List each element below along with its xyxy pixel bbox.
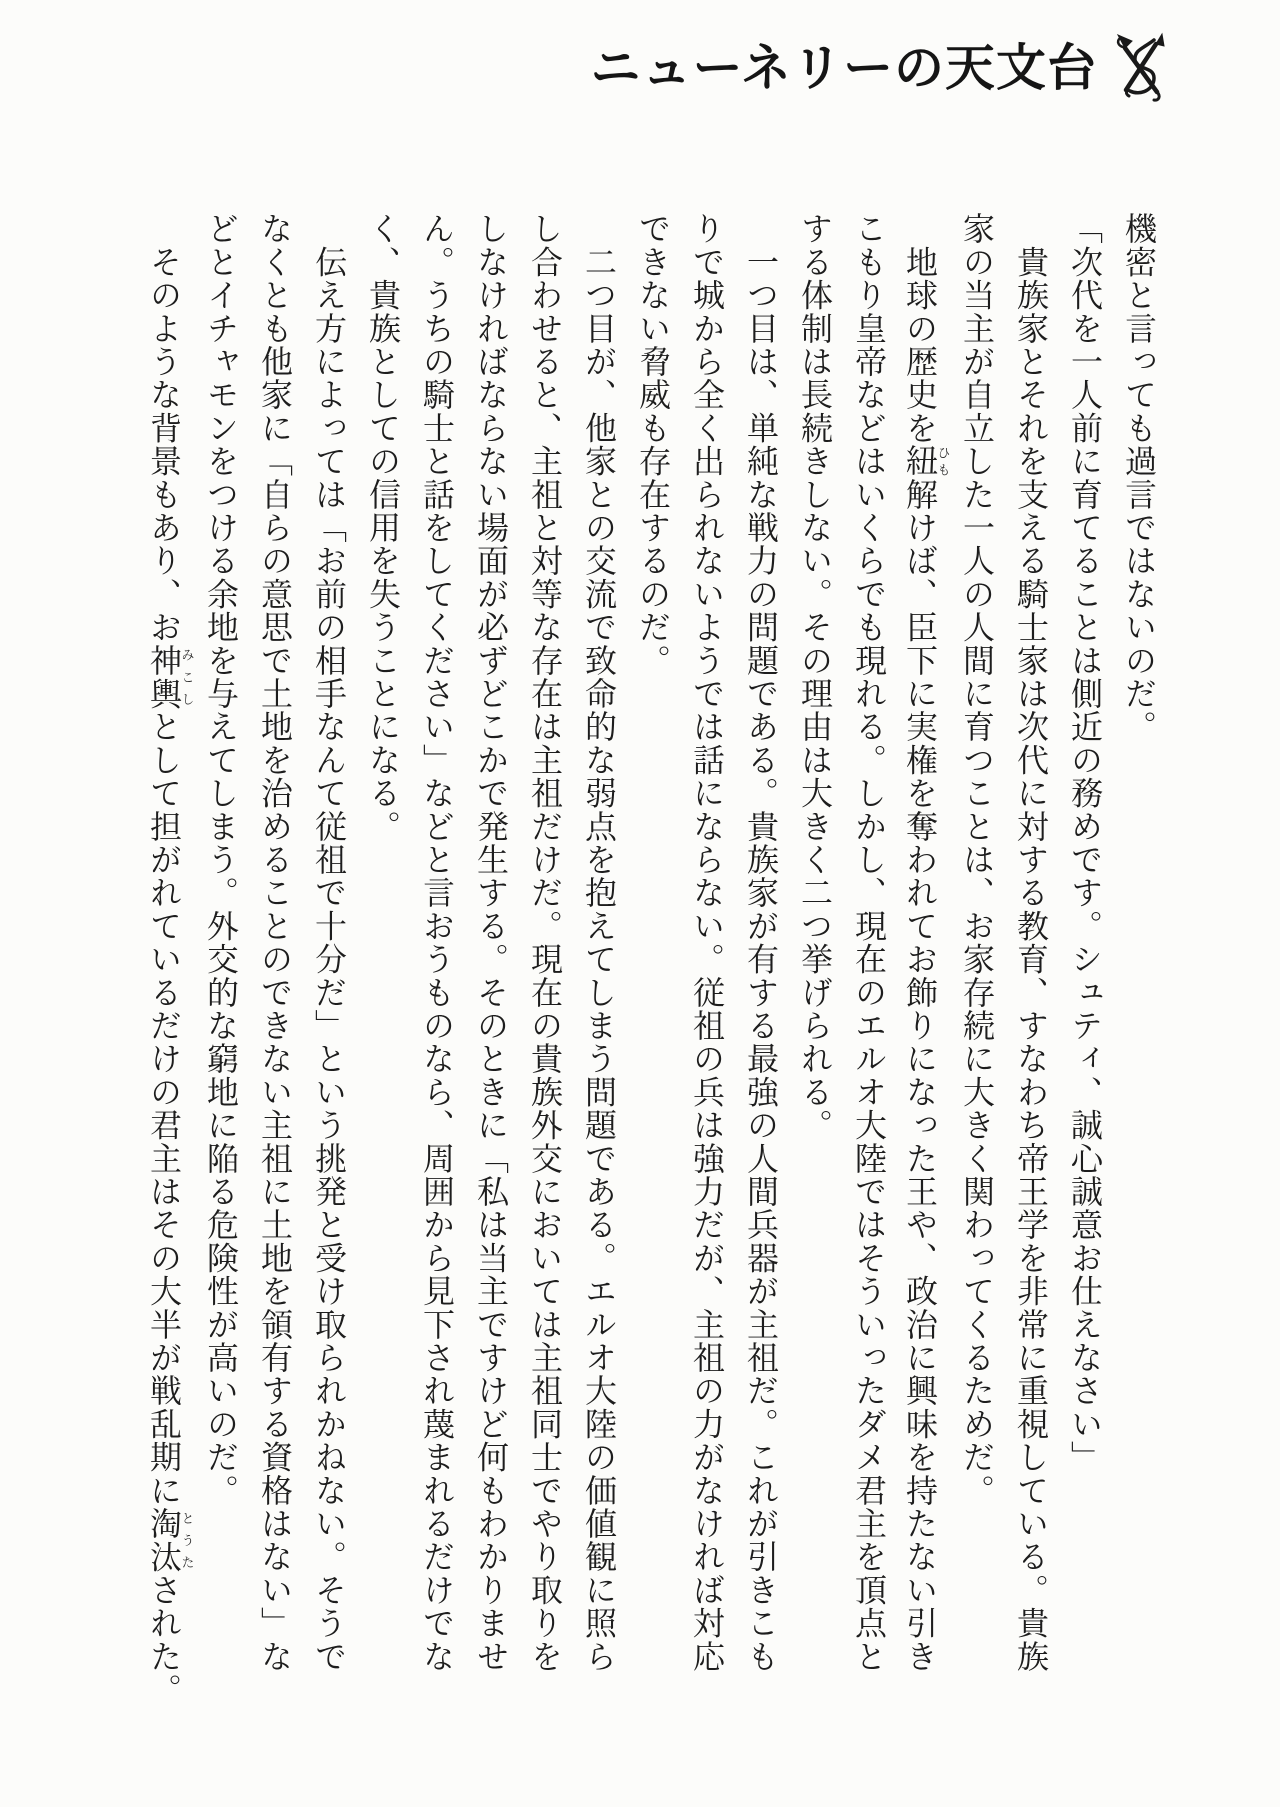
text-column: し合わせると、主祖と対等な存在は主祖だけだ。現在の貴族外交においては主祖同士でやり取りを (527, 212, 563, 1673)
crossed-spear-snake-crest-icon (1110, 28, 1170, 108)
text-column: 地球の歴史を紐ひも解けば、臣下に実権を奪われてお飾りになった王や、政治に興味を持たない引き (902, 212, 951, 1673)
text-column: 伝え方によっては「お前の相手なんて従祖で十分だ」という挑発と受け取られかねない。そうで (311, 212, 347, 1673)
page-text (140, 212, 1166, 1707)
chapter-header (591, 28, 1171, 108)
text-column: そのような背景もあり、お神輿みこしとして担がれているだけの君主はその大半が戦乱期に淘汰とうたされた。 (146, 212, 195, 1707)
text-column: 二つ目が、他家との交流で致命的な弱点を抱えてしまう問題である。エルオ大陸の価値観に照ら (581, 212, 617, 1673)
text-column: なくとも他家に「自らの意思で土地を治めることのできない主祖に土地を領有する資格はない」な (257, 212, 293, 1673)
text-column: する体制は長続きしない。その理由は大きく二つ挙げられる。 (797, 212, 833, 1142)
text-column: どとイチャモンをつける余地を与えてしまう。外交的な窮地に陥る危険性が高いのだ。 (203, 212, 239, 1507)
text-column: りで城から全く出られないようでは話にならない。従祖の兵は強力だが、主祖の力がなければ対応 (689, 212, 725, 1673)
text-column: く、貴族としての信用を失うことになる。 (365, 212, 401, 843)
text-column: できない脅威も存在するのだ。 (635, 212, 671, 677)
text-column: ん。うちの騎士と話をしてください」などと言おうものなら、周囲から見下され蔑まれるだけでな (419, 212, 455, 1673)
page-title: ニューネリーの天文台 (590, 39, 1098, 96)
text-column: 「次代を一人前に育てることは側近の務めです。シュティ、誠心誠意お仕えなさい」 (1067, 212, 1103, 1474)
text-column: 家の当主が自立した一人の人間に育つことは、お家存続に大きく関わってくるためだ。 (959, 212, 995, 1507)
text-column: しなければならない場面が必ずどこかで発生する。そのときに「私は当主ですけど何もわかりませ (473, 212, 509, 1673)
text-column: 機密と言っても過言ではないのだ。 (1121, 212, 1157, 744)
text-column: こもり皇帝などはいくらでも現れる。しかし、現在のエルオ大陸ではそういったダメ君主を頂点と (851, 212, 887, 1673)
text-column: 貴族家とそれを支える騎士家は次代に対する教育、すなわち帝王学を非常に重視している。貴族 (1013, 212, 1049, 1673)
text-column: 一つ目は、単純な戦力の問題である。貴族家が有する最強の人間兵器が主祖だ。これが引きこも (743, 212, 779, 1673)
